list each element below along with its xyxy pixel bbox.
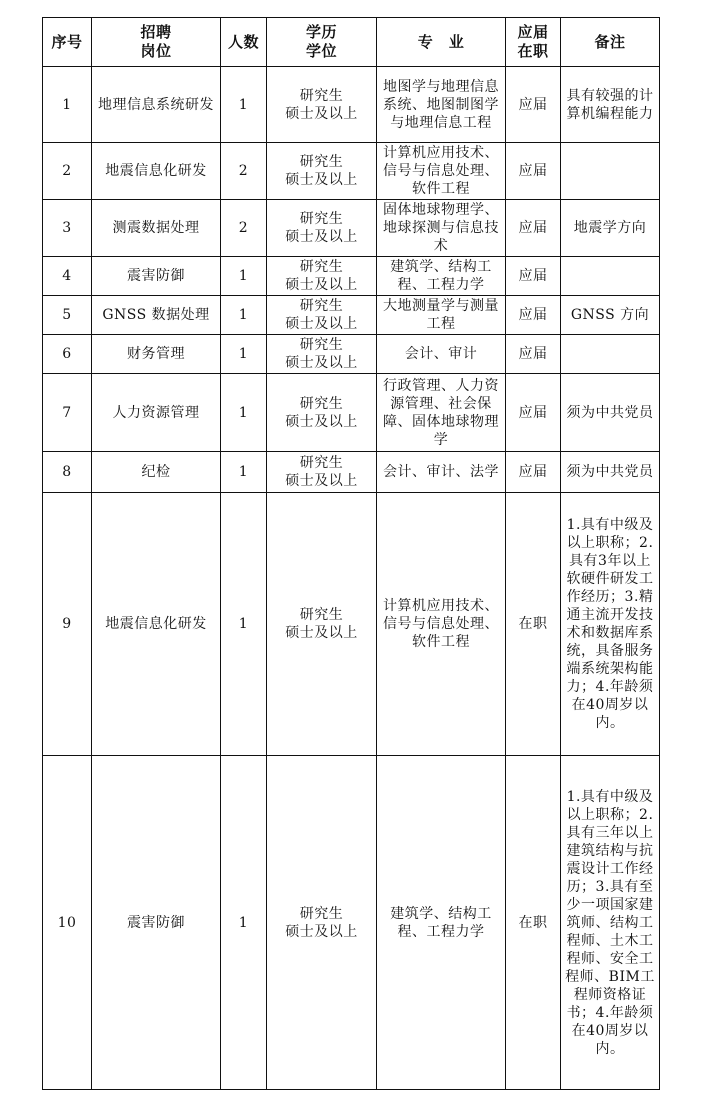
- cell-status: 应届: [506, 374, 561, 452]
- cell-position: GNSS 数据处理: [92, 296, 221, 335]
- cell-education: 研究生 硕士及以上: [267, 756, 377, 1090]
- table-row: [43, 257, 660, 296]
- cell-position: 震害防御: [92, 756, 221, 1090]
- header-count: 人数: [221, 18, 267, 67]
- cell-status: 应届: [506, 143, 561, 200]
- cell-notes: 1.具有中级及以上职称；2.具有3年以上软硬件研发工作经历；3.精通主流开发技术和数据库系统，具备服务端系统架构能力；4.年龄须在40周岁以内。: [561, 493, 660, 756]
- cell-education: 研究生 硕士及以上: [267, 143, 377, 200]
- cell-notes: 须为中共党员: [561, 452, 660, 493]
- cell-notes: 须为中共党员: [561, 374, 660, 452]
- table-header-row: [43, 18, 660, 67]
- cell-seq: 6: [43, 335, 92, 374]
- cell-seq: 8: [43, 452, 92, 493]
- header-position: 招聘 岗位: [92, 18, 221, 67]
- cell-education: 研究生 硕士及以上: [267, 67, 377, 143]
- cell-major: 会计、审计: [377, 335, 506, 374]
- cell-count: 1: [221, 296, 267, 335]
- header-major: 专 业: [377, 18, 506, 67]
- cell-seq: 9: [43, 493, 92, 756]
- table-row: [43, 335, 660, 374]
- cell-status: 应届: [506, 335, 561, 374]
- cell-position: 测震数据处理: [92, 200, 221, 257]
- cell-education: 研究生 硕士及以上: [267, 335, 377, 374]
- cell-notes: 具有较强的计算机编程能力: [561, 67, 660, 143]
- cell-major: 建筑学、结构工程、工程力学: [377, 257, 506, 296]
- cell-position: 纪检: [92, 452, 221, 493]
- table-row: [43, 493, 660, 756]
- cell-seq: 10: [43, 756, 92, 1090]
- cell-count: 1: [221, 374, 267, 452]
- cell-major: 会计、审计、法学: [377, 452, 506, 493]
- table-row: [43, 374, 660, 452]
- header-status: 应届 在职: [506, 18, 561, 67]
- cell-notes: [561, 143, 660, 200]
- cell-count: 1: [221, 493, 267, 756]
- cell-major: 行政管理、人力资源管理、社会保障、固体地球物理学: [377, 374, 506, 452]
- table-row: [43, 756, 660, 1090]
- cell-count: 1: [221, 335, 267, 374]
- cell-seq: 7: [43, 374, 92, 452]
- cell-major: 建筑学、结构工程、工程力学: [377, 756, 506, 1090]
- table-row: [43, 67, 660, 143]
- cell-status: 在职: [506, 493, 561, 756]
- cell-education: 研究生 硕士及以上: [267, 374, 377, 452]
- cell-notes: [561, 257, 660, 296]
- table-row: [43, 452, 660, 493]
- cell-position: 财务管理: [92, 335, 221, 374]
- recruitment-table: [42, 17, 660, 1090]
- cell-education: 研究生 硕士及以上: [267, 452, 377, 493]
- cell-position: 地理信息系统研发: [92, 67, 221, 143]
- cell-status: 应届: [506, 257, 561, 296]
- cell-position: 震害防御: [92, 257, 221, 296]
- recruitment-table-container: [42, 17, 659, 1090]
- cell-notes: GNSS 方向: [561, 296, 660, 335]
- cell-major: 固体地球物理学、地球探测与信息技术: [377, 200, 506, 257]
- table-row: [43, 200, 660, 257]
- cell-major: 大地测量学与测量工程: [377, 296, 506, 335]
- cell-count: 1: [221, 756, 267, 1090]
- cell-education: 研究生 硕士及以上: [267, 296, 377, 335]
- header-seq: 序号: [43, 18, 92, 67]
- cell-seq: 4: [43, 257, 92, 296]
- cell-count: 1: [221, 257, 267, 296]
- cell-status: 应届: [506, 200, 561, 257]
- cell-seq: 3: [43, 200, 92, 257]
- cell-education: 研究生 硕士及以上: [267, 200, 377, 257]
- cell-status: 应届: [506, 296, 561, 335]
- cell-major: 计算机应用技术、信号与信息处理、软件工程: [377, 493, 506, 756]
- cell-major: 计算机应用技术、信号与信息处理、软件工程: [377, 143, 506, 200]
- cell-education: 研究生 硕士及以上: [267, 257, 377, 296]
- cell-status: 在职: [506, 756, 561, 1090]
- table-row: [43, 143, 660, 200]
- header-education: 学历 学位: [267, 18, 377, 67]
- cell-notes: 地震学方向: [561, 200, 660, 257]
- header-notes: 备注: [561, 18, 660, 67]
- cell-major: 地图学与地理信息系统、地图制图学与地理信息工程: [377, 67, 506, 143]
- cell-seq: 1: [43, 67, 92, 143]
- cell-count: 1: [221, 452, 267, 493]
- cell-position: 地震信息化研发: [92, 143, 221, 200]
- cell-position: 人力资源管理: [92, 374, 221, 452]
- cell-notes: [561, 335, 660, 374]
- cell-count: 1: [221, 67, 267, 143]
- cell-notes: 1.具有中级及以上职称；2.具有三年以上建筑结构与抗震设计工作经历；3.具有至少一项国家建筑师、结构工程师、土木工程师、安全工程师、BIM工程师资格证书；4.年龄须在40周岁以内。: [561, 756, 660, 1090]
- cell-education: 研究生 硕士及以上: [267, 493, 377, 756]
- cell-status: 应届: [506, 67, 561, 143]
- cell-count: 2: [221, 200, 267, 257]
- cell-status: 应届: [506, 452, 561, 493]
- cell-position: 地震信息化研发: [92, 493, 221, 756]
- cell-count: 2: [221, 143, 267, 200]
- cell-seq: 2: [43, 143, 92, 200]
- table-row: [43, 296, 660, 335]
- cell-seq: 5: [43, 296, 92, 335]
